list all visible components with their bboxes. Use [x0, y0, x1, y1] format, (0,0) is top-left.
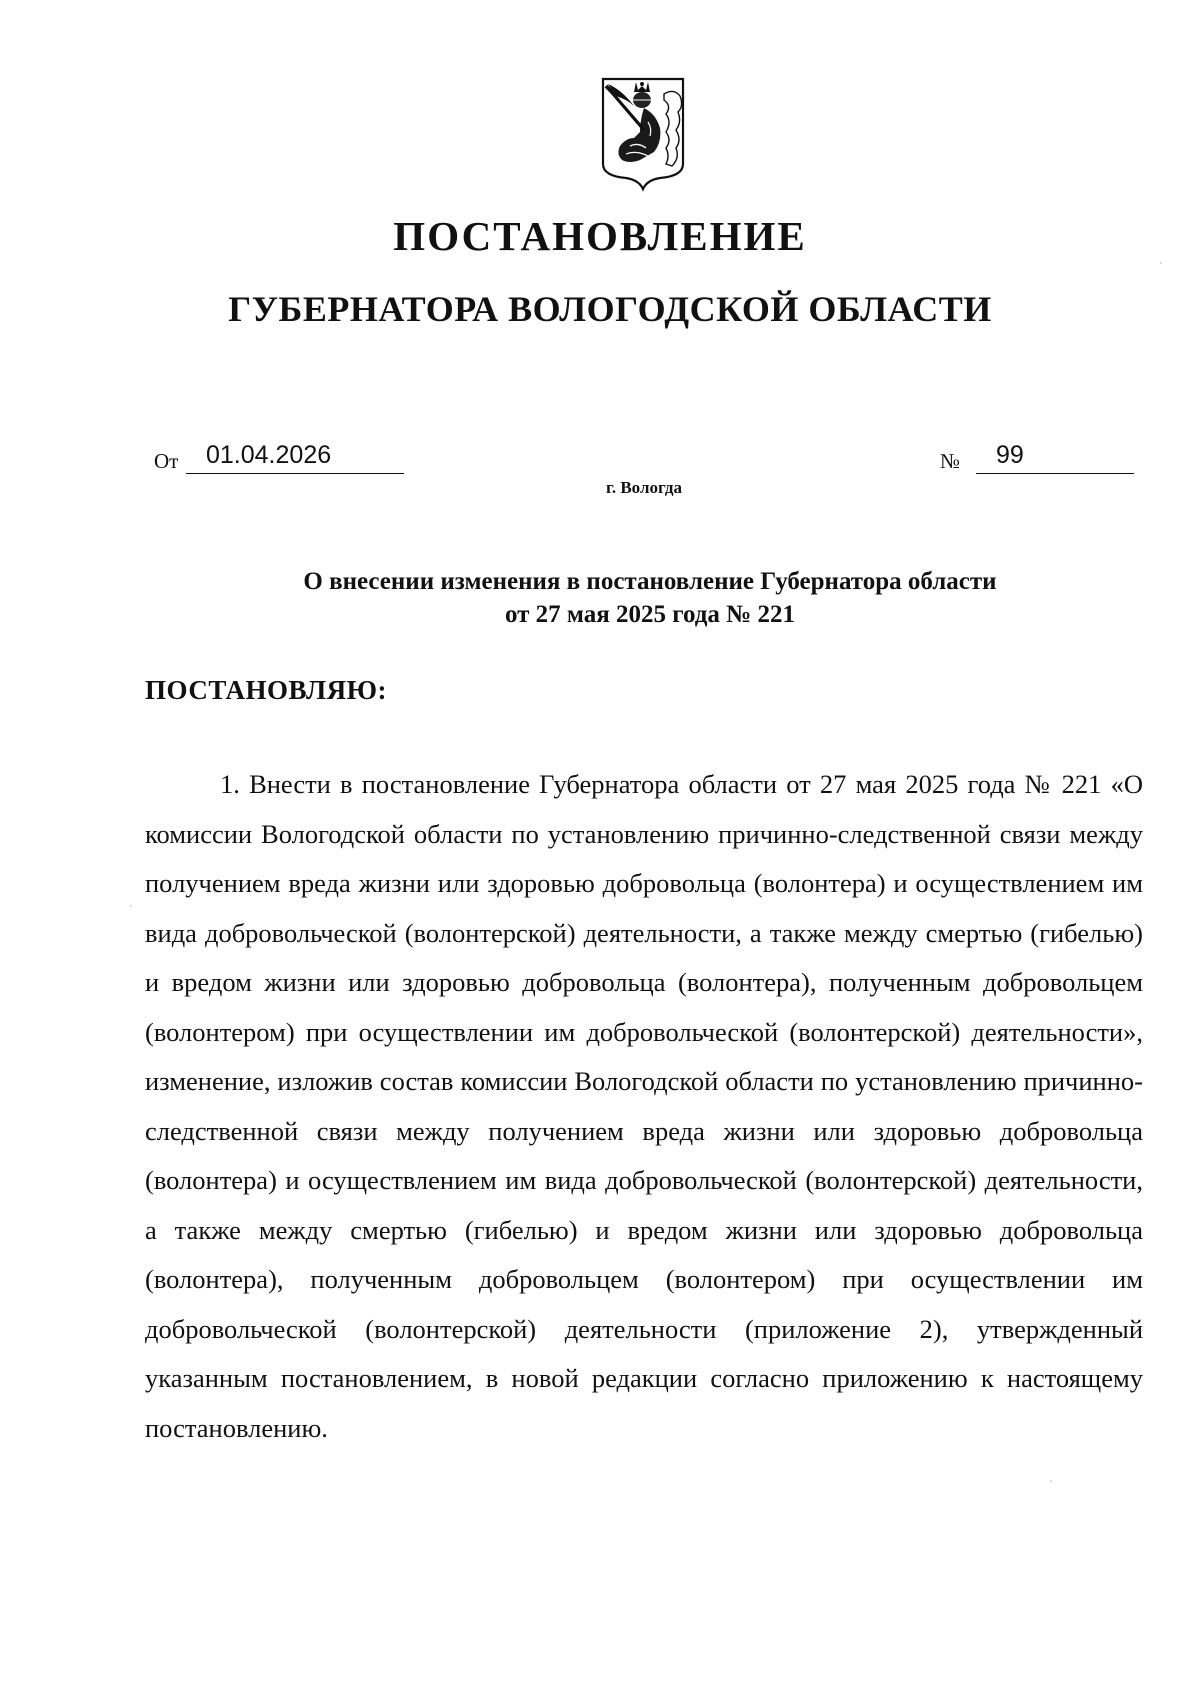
- coat-of-arms-icon: [600, 76, 686, 192]
- decree-heading: ПОСТАНОВЛЯЮ:: [145, 675, 387, 705]
- scan-speck: [1160, 262, 1162, 264]
- document-number: 99: [976, 440, 1134, 474]
- paragraph-1: 1. Внести в постановление Губернатора области от 27 мая 2025 года № 221 «О комиссии Вологодской области по установлению причинно-следственной связи между получением вреда жизни или здоровью добровольца (волонтера) и осуществлением им вида добровольческой (волонтерской) деятельности, а также между смертью (гибелью) и вредом жизни или здоровью добровольца (волонтера), полученным добровольцем (волонтером) при осуществлении им добровольческой (волонтерской) деятельности», изменение, изложив состав комиссии Вологодской области по установлению причинно-следственной связи между получением вреда жизни или здоровью добровольца (волонтера) и осуществлением им вида добровольческой (волонтерской) деятельности, а также между смертью (гибелью) и вредом жизни или здоровью добровольца (волонтера), полученным добровольцем (волонтером) при осуществлении им добровольческой (волонтерской) деятельности (приложение 2), утвержденный указанным постановлением, в новой редакции согласно приложению к настоящему постановлению.: [145, 769, 1143, 1443]
- document-issuer: ГУБЕРНАТОРА ВОЛОГОДСКОЙ ОБЛАСТИ: [228, 289, 992, 329]
- scan-speck: [130, 905, 132, 907]
- document-subject: [0, 565, 1200, 631]
- subject-line: от 27 мая 2025 года № 221: [504, 601, 796, 628]
- number-label: №: [940, 449, 961, 473]
- document-date: 01.04.2026: [186, 440, 404, 474]
- scan-speck: [1050, 1480, 1052, 1482]
- date-label: От: [154, 449, 179, 473]
- subject-line: О внесении изменения в постановление Губернатора области: [303, 568, 997, 595]
- document-city: г. Вологда: [606, 478, 682, 497]
- document-title: ПОСТАНОВЛЕНИЕ: [393, 213, 807, 259]
